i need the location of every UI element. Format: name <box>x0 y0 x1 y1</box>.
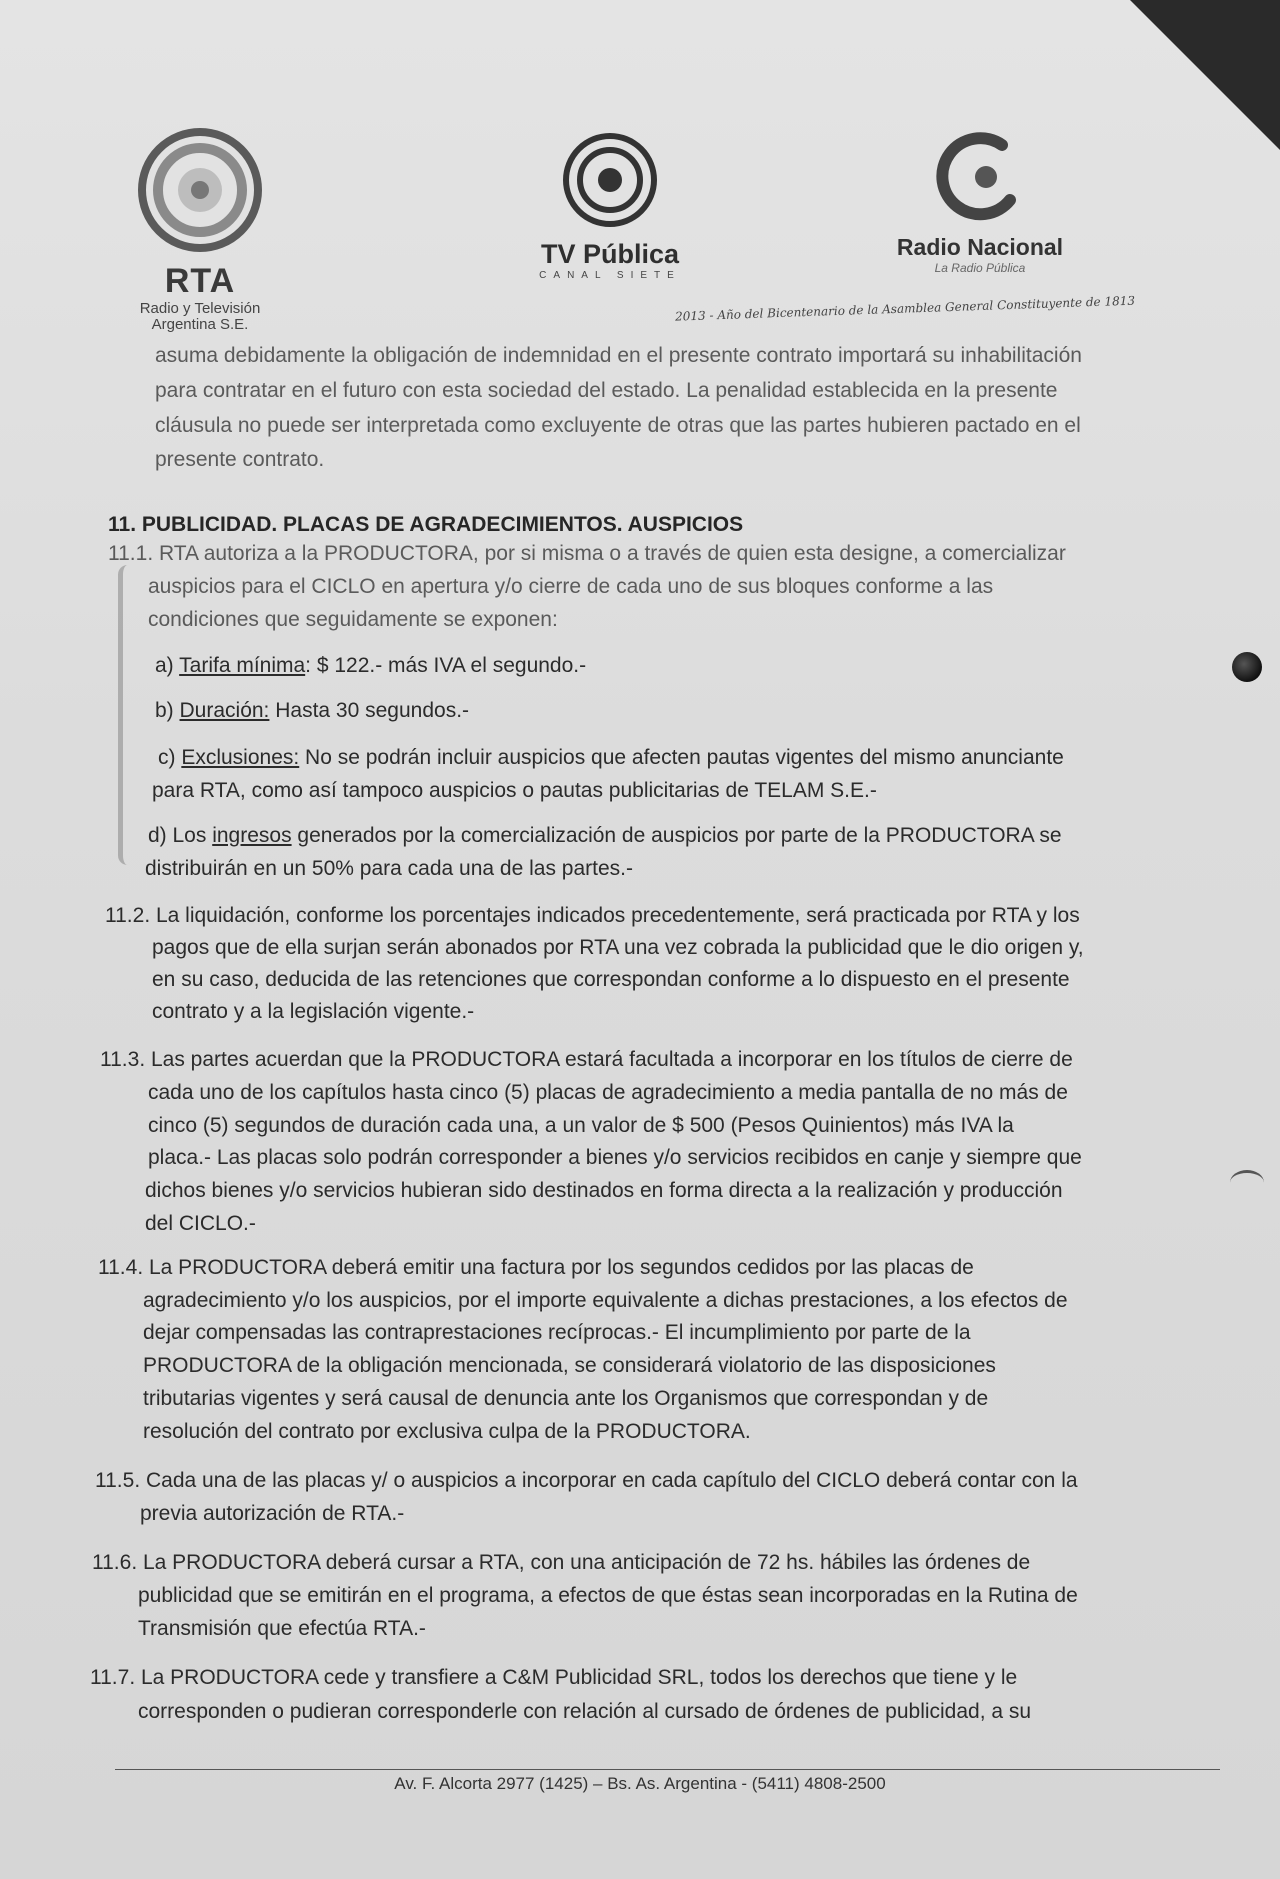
radio-nacional-logo <box>880 125 1080 275</box>
text-line: para RTA, como así tampoco auspicios o pautas publicitarias de TELAM S.E.- <box>152 779 877 802</box>
section-heading: 11. PUBLICIDAD. PLACAS DE AGRADECIMIENTOS. AUSPICIOS <box>108 513 744 536</box>
text-line: del CICLO.- <box>145 1212 256 1235</box>
text-line: agradecimiento y/o los auspicios, por el importe equivalente a dichas prestaciones, a los efectos de <box>143 1289 1068 1312</box>
rta-logo <box>115 125 285 333</box>
margin-bracket-mark <box>118 565 137 865</box>
item-b <box>155 698 469 724</box>
item-d <box>148 823 1062 849</box>
punch-hole <box>1232 652 1262 682</box>
item-b-text: Hasta 30 segundos.- <box>269 699 470 722</box>
text-line: 11.3. Las partes acuerdan que la PRODUCTORA estará facultada a incorporar en los títulos de cierre de <box>100 1048 1073 1071</box>
footer-divider <box>115 1769 1220 1770</box>
item-d-text: generados por la comercialización de auspicios por parte de la PRODUCTORA se <box>291 824 1062 847</box>
text-line: corresponden o pudieran corresponderle con relación al cursado de órdenes de publicidad, a su <box>138 1700 1032 1723</box>
text-line: contrato y a la legislación vigente.- <box>152 1000 475 1023</box>
tv-sub: CANAL SIETE <box>539 270 681 281</box>
text-line: 11.7. La PRODUCTORA cede y transfiere a C&M Publicidad SRL, todos los derechos que tiene y le <box>90 1666 1018 1689</box>
text-line: asuma debidamente la obligación de indemnidad en el presente contrato importará su inhabilitación <box>155 344 1082 367</box>
text-line: tributarias vigentes y será causal de denuncia ante los Organismos que correspondan y de <box>143 1387 989 1410</box>
text-line: 11.1. RTA autoriza a la PRODUCTORA, por si misma o a través de quien esta designe, a comercializar <box>108 542 1066 565</box>
text-line: Transmisión que efectúa RTA.- <box>138 1617 426 1640</box>
radio-name: Radio Nacional <box>896 234 1064 260</box>
text-line: presente contrato. <box>155 448 325 471</box>
punch-hole <box>1230 1170 1264 1195</box>
item-d-label: ingresos <box>212 824 292 847</box>
item-a-label: Tarifa mínima <box>179 654 306 677</box>
text-line: publicidad que se emitirán en el programa, a efectos de que éstas sean incorporadas en la Rutina de <box>138 1584 1078 1607</box>
item-c-prefix: c) <box>158 746 182 769</box>
item-b-label: Duración: <box>179 699 270 722</box>
text-line: dichos bienes y/o servicios hubieran sido destinados en forma directa a la realización y producción <box>145 1179 1063 1202</box>
rta-sub2: Argentina S.E. <box>151 316 249 333</box>
text-line: 11.5. Cada una de las placas y/ o auspicios a incorporar en cada capítulo del CICLO deberá contar con la <box>95 1469 1078 1492</box>
text-line: dejar compensadas las contraprestaciones recíprocas.- El incumplimiento por parte de la <box>143 1321 971 1344</box>
tv-publica-logo <box>530 130 690 281</box>
text-line: cinco (5) segundos de duración cada una, a un valor de $ 500 (Pesos Quinientos) más IVA la <box>148 1114 1014 1137</box>
radio-sub: La Radio Pública <box>934 261 1026 275</box>
item-b-prefix: b) <box>155 699 180 722</box>
text-line: cada uno de los capítulos hasta cinco (5) placas de agradecimiento a media pantalla de no más de <box>148 1081 1068 1104</box>
item-a <box>155 653 586 679</box>
text-line: 11.2. La liquidación, conforme los porcentajes indicados precedentemente, será practicada por RTA y los <box>105 904 1080 927</box>
text-line: auspicios para el CICLO en apertura y/o cierre de cada uno de sus bloques conforme a las <box>148 575 994 598</box>
tv-emblem-icon <box>560 130 660 230</box>
item-a-text: : $ 122.- más IVA el segundo.- <box>305 654 587 677</box>
rta-name: RTA <box>164 262 236 300</box>
tagline: 2013 - Año del Bicentenario de la Asamblea General Constituyente de 1813 <box>674 293 1136 324</box>
text-line: en su caso, deducida de las retenciones que correspondan conforme a lo dispuesto en el presente <box>152 968 1070 991</box>
item-c-text: No se podrán incluir auspicios que afecten pautas vigentes del mismo anunciante <box>299 746 1064 769</box>
text-line: 11.6. La PRODUCTORA deberá cursar a RTA, con una anticipación de 72 hs. hábiles las órdenes de <box>92 1551 1031 1574</box>
text-line: previa autorización de RTA.- <box>140 1502 405 1525</box>
text-line: PRODUCTORA de la obligación mencionada, se considerará violatorio de las disposiciones <box>143 1354 996 1377</box>
text-line: pagos que de ella surjan serán abonados por RTA una vez cobrada la publicidad que le dio origen y, <box>152 936 1084 959</box>
tv-name: TV Pública <box>540 239 680 269</box>
item-d-prefix: d) Los <box>148 824 213 847</box>
text-line: distribuirán en un 50% para cada una de las partes.- <box>145 857 633 880</box>
text-line: para contratar en el futuro con esta sociedad del estado. La penalidad establecida en la presente <box>155 379 1058 402</box>
rta-emblem-icon <box>135 125 265 255</box>
rta-sub1: Radio y Televisión <box>139 300 261 317</box>
text-line: resolución del contrato por exclusiva culpa de la PRODUCTORA. <box>143 1420 751 1443</box>
radio-emblem-icon <box>930 125 1030 225</box>
footer-address: Av. F. Alcorta 2977 (1425) – Bs. As. Argentina - (5411) 4808-2500 <box>394 1774 886 1793</box>
text-line: 11.4. La PRODUCTORA deberá emitir una factura por los segundos cedidos por las placas de <box>98 1256 974 1279</box>
folded-corner <box>1130 0 1280 150</box>
text-line: condiciones que seguidamente se exponen: <box>148 608 558 631</box>
item-c-label: Exclusiones: <box>181 746 300 769</box>
text-line: placa.- Las placas solo podrán corresponder a bienes y/o servicios recibidos en canje y siempre que <box>148 1146 1082 1169</box>
text-line: cláusula no puede ser interpretada como excluyente de otras que las partes hubieren pactado en el <box>155 414 1081 437</box>
item-a-prefix: a) <box>155 654 180 677</box>
item-c <box>158 745 1064 771</box>
